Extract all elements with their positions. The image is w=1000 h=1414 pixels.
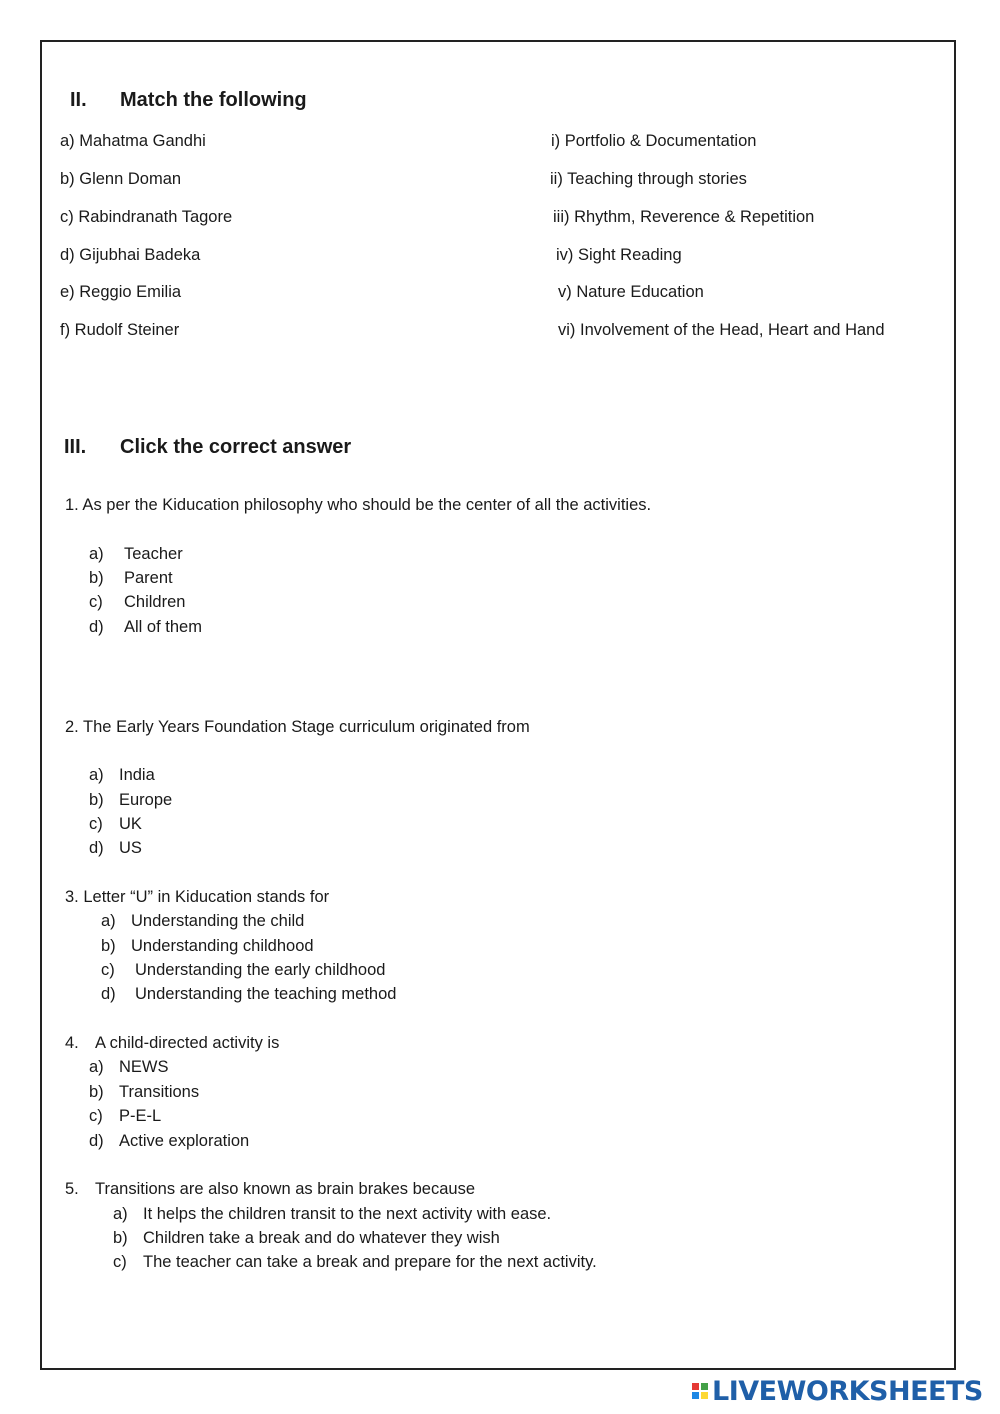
worksheet-border — [40, 40, 956, 1370]
option-letter: a) — [89, 545, 104, 563]
match-left-item: a) Mahatma Gandhi — [60, 132, 206, 150]
match-left-item: e) Reggio Emilia — [60, 283, 182, 301]
match-right-item: ii) Teaching through stories — [550, 170, 747, 188]
option-letter: a) — [89, 766, 104, 784]
section-2-numeral: II. — [70, 89, 87, 111]
match-left-item: f) Rudolf Steiner — [60, 321, 180, 339]
answer-option[interactable]: India — [119, 766, 155, 784]
section-3-numeral: III. — [64, 436, 87, 458]
section-3-title: Click the correct answer — [120, 436, 352, 458]
match-left-item: b) Glenn Doman — [60, 170, 182, 188]
option-letter: c) — [89, 815, 103, 833]
answer-option[interactable]: NEWS — [119, 1058, 169, 1076]
option-letter: d) — [101, 985, 116, 1003]
question-2-text: 2. The Early Years Foundation Stage curriculum originated from — [65, 718, 530, 736]
match-left-item: d) Gijubhai Badeka — [60, 246, 201, 264]
option-letter: b) — [89, 791, 104, 809]
answer-option[interactable]: UK — [119, 815, 142, 833]
option-letter: c) — [101, 961, 115, 979]
question-4-text: A child-directed activity is — [95, 1034, 280, 1052]
answer-option[interactable]: Transitions — [119, 1083, 200, 1101]
answer-option[interactable]: Parent — [124, 569, 173, 587]
question-5-text: Transitions are also known as brain brakes because — [95, 1180, 476, 1198]
match-right-item: i) Portfolio & Documentation — [551, 132, 757, 150]
answer-option[interactable]: Understanding childhood — [131, 937, 314, 955]
match-right-item: vi) Involvement of the Head, Heart and Hand — [558, 321, 885, 339]
option-letter: b) — [113, 1229, 128, 1247]
liveworksheets-logo — [692, 1376, 983, 1406]
question-1-text: 1. As per the Kiducation philosophy who should be the center of all the activities. — [65, 496, 652, 514]
answer-option[interactable]: Understanding the early childhood — [135, 961, 386, 979]
answer-option[interactable]: Understanding the child — [131, 912, 305, 930]
option-letter: b) — [89, 1083, 104, 1101]
option-letter: b) — [101, 937, 116, 955]
logo-square-green — [701, 1383, 708, 1390]
option-letter: c) — [113, 1253, 127, 1271]
match-right-item: iii) Rhythm, Reverence & Repetition — [553, 208, 815, 226]
section-2-title: Match the following — [120, 89, 307, 111]
answer-option[interactable]: P-E-L — [119, 1107, 162, 1125]
logo-square-yellow — [701, 1392, 708, 1399]
option-letter: d) — [89, 618, 104, 636]
logo-text: LIVEWORKSHEETS — [712, 1375, 983, 1407]
answer-option[interactable]: Europe — [119, 791, 173, 809]
answer-option[interactable]: It helps the children transit to the next activity with ease. — [143, 1205, 552, 1223]
answer-option[interactable]: All of them — [124, 618, 202, 636]
question-4-number: 4. — [65, 1034, 79, 1052]
question-3-text: 3. Letter “U” in Kiducation stands for — [65, 888, 330, 906]
answer-option[interactable]: Children take a break and do whatever they wish — [143, 1229, 500, 1247]
answer-option[interactable]: Teacher — [124, 545, 183, 563]
logo-square-red — [692, 1383, 699, 1390]
match-right-item: iv) Sight Reading — [556, 246, 682, 264]
option-letter: c) — [89, 593, 103, 611]
logo-squares-icon — [692, 1383, 708, 1399]
option-letter: c) — [89, 1107, 103, 1125]
match-right-item: v) Nature Education — [558, 283, 704, 301]
logo-square-blue — [692, 1392, 699, 1399]
option-letter: a) — [101, 912, 116, 930]
option-letter: a) — [89, 1058, 104, 1076]
answer-option[interactable]: Understanding the teaching method — [135, 985, 397, 1003]
match-left-item: c) Rabindranath Tagore — [60, 208, 233, 226]
answer-option[interactable]: The teacher can take a break and prepare for the next activity. — [143, 1253, 597, 1271]
answer-option[interactable]: US — [119, 839, 142, 857]
answer-option[interactable]: Children — [124, 593, 186, 611]
option-letter: d) — [89, 839, 104, 857]
answer-option[interactable]: Active exploration — [119, 1132, 250, 1150]
option-letter: b) — [89, 569, 104, 587]
question-5-number: 5. — [65, 1180, 79, 1198]
option-letter: a) — [113, 1205, 128, 1223]
option-letter: d) — [89, 1132, 104, 1150]
